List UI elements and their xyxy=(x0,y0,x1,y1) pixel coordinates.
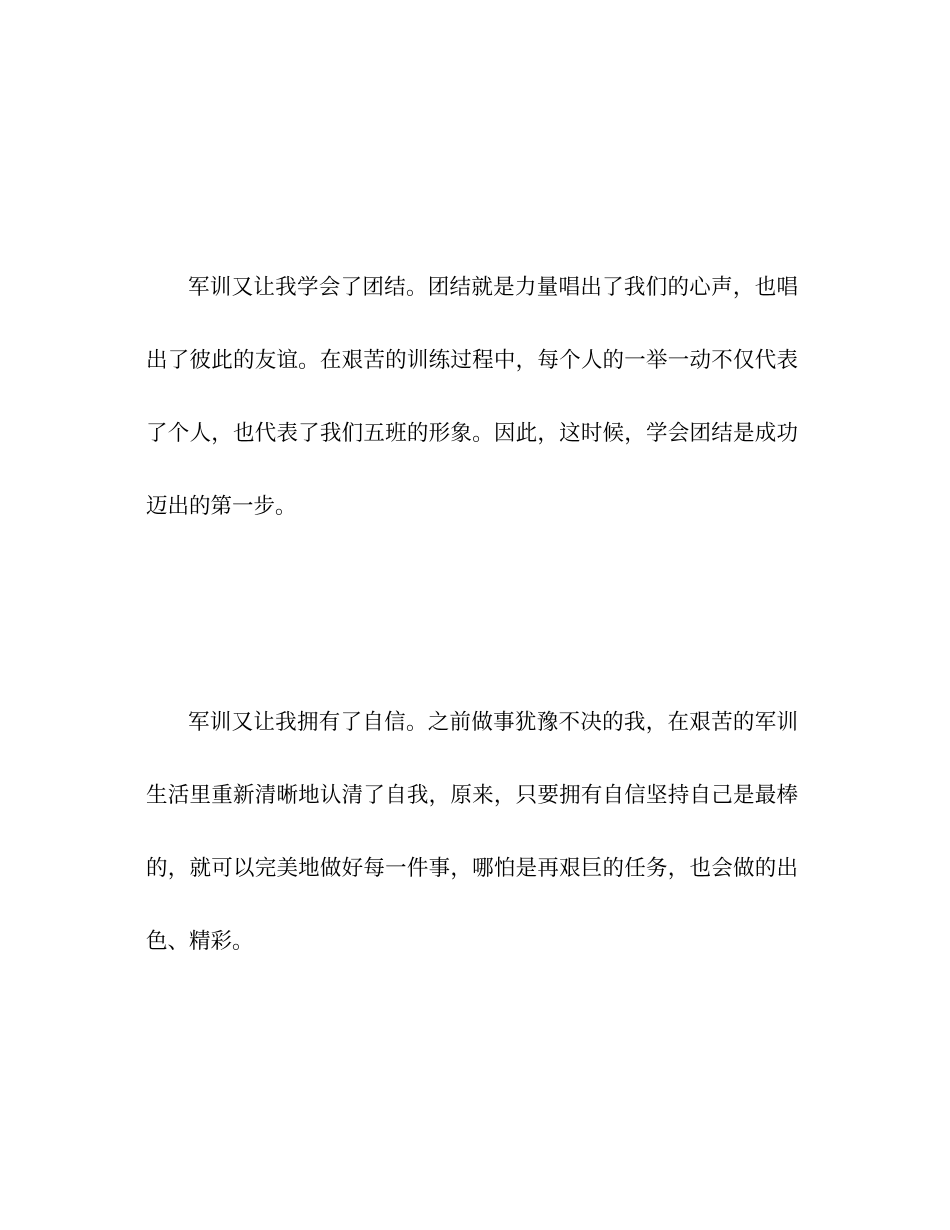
paragraph-line: 迈出的第一步。 xyxy=(146,494,297,519)
paragraph-line: 出了彼此的友谊。在艰苦的训练过程中，每个人的一举一动不仅代表 xyxy=(146,348,798,373)
paragraph-line: 了个人，也代表了我们五班的形象。因此，这时候，学会团结是成功 xyxy=(146,421,798,446)
paragraph-line: 军训又让我拥有了自信。之前做事犹豫不决的我，在艰苦的军训 xyxy=(188,710,798,735)
paragraph-line: 生活里重新清晰地认清了自我，原来，只要拥有自信坚持自己是最棒 xyxy=(146,783,798,808)
paragraph-line: 军训又让我学会了团结。团结就是力量唱出了我们的心声，也唱 xyxy=(188,275,798,300)
paragraph-line: 色、精彩。 xyxy=(146,929,254,954)
paragraph-line: 的，就可以完美地做好每一件事，哪怕是再艰巨的任务，也会做的出 xyxy=(146,856,798,881)
